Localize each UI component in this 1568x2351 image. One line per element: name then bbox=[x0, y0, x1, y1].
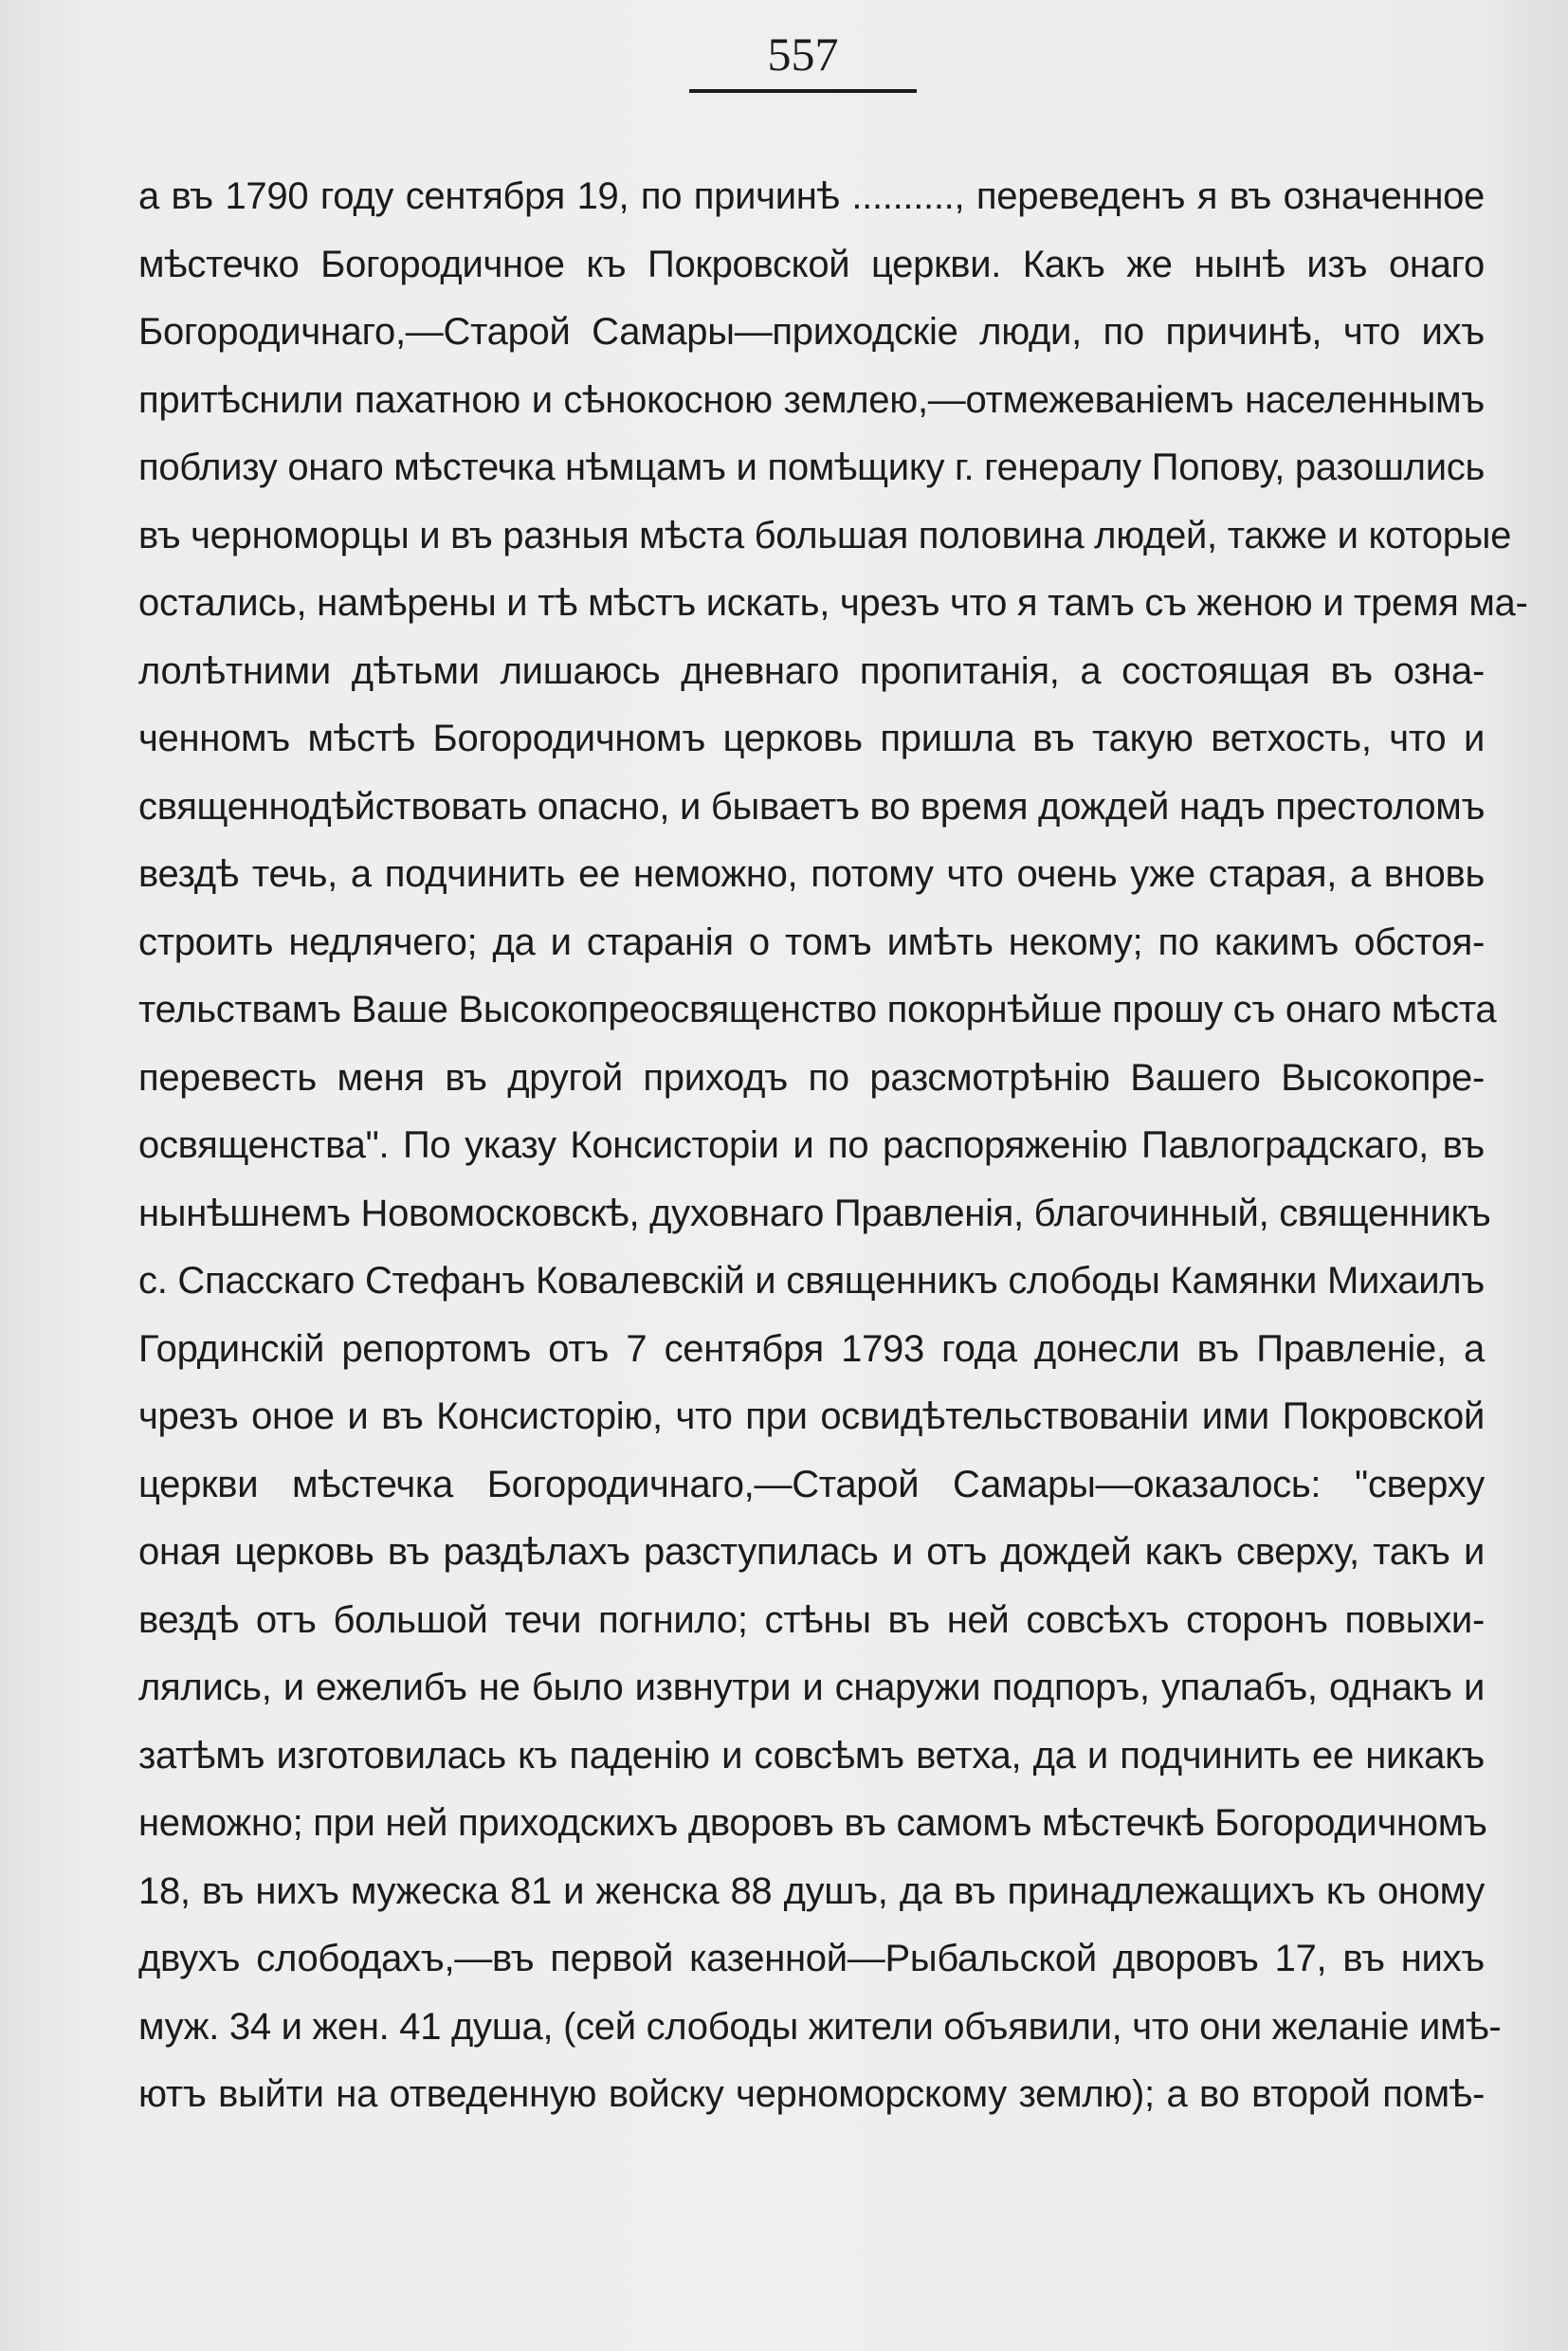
text-line: ютъ выйти на отведенную войску черноморскому землю); а во второй помѣ- bbox=[138, 2073, 1485, 2115]
text-line: лолѣтними дѣтьми лишаюсь дневнаго пропитанія, а состоящая въ озна- bbox=[138, 649, 1485, 692]
page-header bbox=[689, 21, 917, 93]
page-number: 557 bbox=[767, 27, 839, 81]
text-line: с. Спасскаго Стефанъ Ковалевскій и священникъ слободы Камянки Михаилъ bbox=[138, 1260, 1485, 1302]
text-line: муж. 34 и жен. 41 душа, (сей слободы жители объявили, что они желаніе имѣ- bbox=[138, 2005, 1502, 2048]
text-line: а въ 1790 году сентября 19, по причинѣ .........., переведенъ я въ означенное bbox=[138, 175, 1485, 217]
text-line: остались, намѣрены и тѣ мѣстъ искать, чрезъ что я тамъ съ женою и тремя ма- bbox=[138, 582, 1528, 624]
text-line: притѣснили пахатною и сѣнокосною землею,—отмежеваніемъ населеннымъ bbox=[138, 378, 1485, 421]
text-line: строить недлячего; да и старанія о томъ имѣть некому; по какимъ обстоя- bbox=[138, 920, 1485, 963]
text-line: Богородичнаго,—Старой Самары—приходскіе люди, по причинѣ, что ихъ bbox=[138, 311, 1485, 353]
text-line: чрезъ оное и въ Консисторію, что при освидѣтельствованіи ими Покровской bbox=[138, 1395, 1485, 1437]
body-text bbox=[138, 163, 1528, 2129]
text-line: священнодѣйствовать опасно, и бываетъ во время дождей надъ престоломъ bbox=[138, 785, 1486, 828]
text-line: перевесть меня въ другой приходъ по разсмотрѣнію Вашего Высокопре- bbox=[138, 1056, 1485, 1099]
text-line: церкви мѣстечка Богородичнаго,—Старой Самары—оказалось: "сверху bbox=[138, 1463, 1485, 1505]
text-line: вездѣ течь, а подчинить ее неможно, потому что очень уже старая, а вновь bbox=[138, 853, 1485, 895]
text-line: лялись, и ежелибъ не было извнутри и снаружи подпоръ, упалабъ, однакъ и bbox=[138, 1667, 1485, 1708]
text-line: поблизу онаго мѣстечка нѣмцамъ и помѣщику г. генералу Попову, разошлись bbox=[138, 447, 1485, 488]
text-line: затѣмъ изготовилась къ паденію и совсѣмъ ветха, да и подчинить ее никакъ bbox=[138, 1734, 1485, 1777]
text-line: тельствамъ Ваше Высокопреосвященство покорнѣйше прошу съ онаго мѣста bbox=[138, 989, 1497, 1030]
text-line: неможно; при ней приходскихъ дворовъ въ самомъ мѣстечкѣ Богородичномъ bbox=[138, 1802, 1487, 1844]
text-line: ченномъ мѣстѣ Богородичномъ церковь пришла въ такую ветхость, что и bbox=[138, 718, 1485, 759]
text-line: вездѣ отъ большой течи погнило; стѣны въ ней совсѣхъ сторонъ повыхи- bbox=[138, 1598, 1485, 1641]
text-line: оная церковь въ раздѣлахъ разступилась и отъ дождей какъ сверху, такъ и bbox=[138, 1531, 1485, 1573]
text-line: въ черноморцы и въ разныя мѣста большая половина людей, также и которые bbox=[138, 514, 1512, 556]
text-line: двухъ слободахъ,—въ первой казенной—Рыбальской дворовъ 17, въ нихъ bbox=[138, 1938, 1485, 1979]
text-line: освященства". По указу Консисторіи и по распоряженію Павлоградскаго, въ bbox=[138, 1124, 1485, 1166]
text-line: 18, въ нихъ мужеска 81 и женска 88 душъ, да въ принадлежащихъ къ оному bbox=[138, 1869, 1485, 1912]
text-line: Гординскій репортомъ отъ 7 сентября 1793 года донесли въ Правленіе, а bbox=[138, 1327, 1485, 1370]
text-line: нынѣшнемъ Новомосковскѣ, духовнаго Правленія, благочинный, священникъ bbox=[138, 1192, 1491, 1234]
text-line: мѣстечко Богородичное къ Покровской церкви. Какъ же нынѣ изъ онаго bbox=[138, 243, 1485, 285]
page-number-underline bbox=[689, 89, 917, 93]
